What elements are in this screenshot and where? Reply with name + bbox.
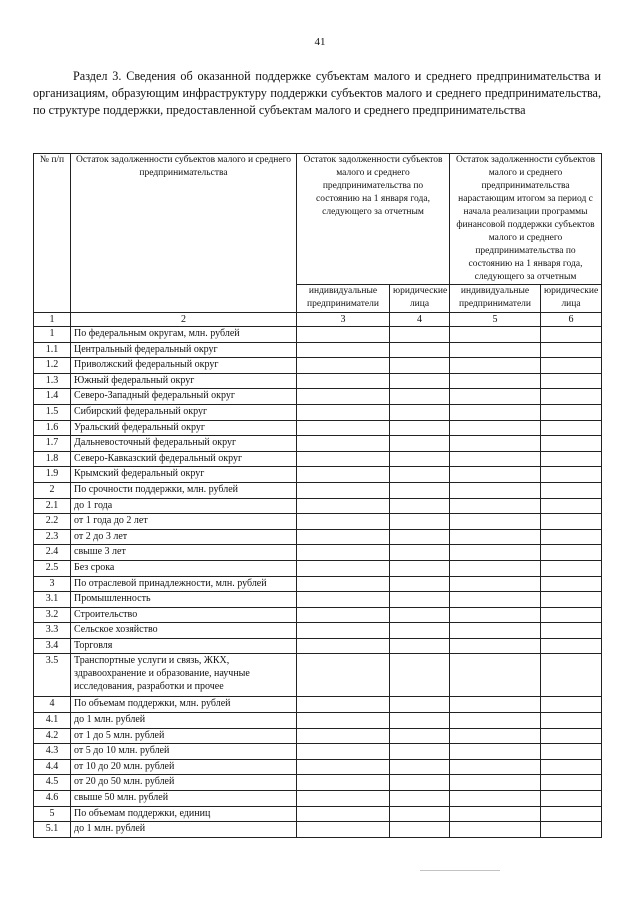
value-cell[interactable] <box>541 404 602 420</box>
value-cell[interactable] <box>541 514 602 530</box>
value-cell[interactable] <box>541 342 602 358</box>
header-legal-entities-2: юридические лица <box>541 285 602 313</box>
value-cell[interactable] <box>390 775 450 791</box>
value-cell[interactable] <box>297 759 390 775</box>
table-row <box>34 467 602 483</box>
value-cell[interactable] <box>450 404 541 420</box>
header-num: № п/п <box>34 154 71 313</box>
table-row <box>34 697 602 713</box>
value-cell[interactable] <box>450 327 541 343</box>
table-row <box>34 607 602 623</box>
value-cell[interactable] <box>390 498 450 514</box>
row-label: Транспортные услуги и связь, ЖКХ, здравоохранение и образование, научные исследования, разработки и прочее <box>71 654 297 697</box>
value-cell[interactable] <box>390 436 450 452</box>
header-individual-entrepreneurs-2: индивидуальные предприниматели <box>450 285 541 313</box>
row-label: от 1 до 5 млн. рублей <box>71 728 297 744</box>
column-number-cell: 2 <box>71 313 297 327</box>
value-cell[interactable] <box>297 436 390 452</box>
value-cell[interactable] <box>541 623 602 639</box>
row-number: 3.3 <box>34 623 71 639</box>
value-cell[interactable] <box>390 791 450 807</box>
value-cell[interactable] <box>297 623 390 639</box>
value-cell[interactable] <box>297 327 390 343</box>
value-cell[interactable] <box>390 744 450 760</box>
table-row <box>34 592 602 608</box>
row-label: Без срока <box>71 560 297 576</box>
row-label: Приволжский федеральный округ <box>71 358 297 374</box>
value-cell[interactable] <box>390 638 450 654</box>
row-number: 1.2 <box>34 358 71 374</box>
value-cell[interactable] <box>390 404 450 420</box>
value-cell[interactable] <box>297 467 390 483</box>
value-cell[interactable] <box>450 759 541 775</box>
row-label: Южный федеральный округ <box>71 373 297 389</box>
value-cell[interactable] <box>541 451 602 467</box>
value-cell[interactable] <box>390 607 450 623</box>
row-label: Строительство <box>71 607 297 623</box>
row-number: 4.4 <box>34 759 71 775</box>
value-cell[interactable] <box>450 389 541 405</box>
value-cell[interactable] <box>541 467 602 483</box>
value-cell[interactable] <box>450 822 541 838</box>
table-row <box>34 759 602 775</box>
value-cell[interactable] <box>390 728 450 744</box>
page-number: 41 <box>314 36 326 48</box>
value-cell[interactable] <box>450 728 541 744</box>
row-label: По федеральным округам, млн. рублей <box>71 327 297 343</box>
value-cell[interactable] <box>297 791 390 807</box>
row-number: 4 <box>34 697 71 713</box>
value-cell[interactable] <box>297 342 390 358</box>
header-group-cumulative: Остаток задолженности субъектов малого и среднего предпринимательства нарастающим итогом за период с начала реализации программы финансовой поддержки субъектов малого и среднего предпринимательства по состоянию на 1 января года, следующего за отчетным <box>450 154 602 285</box>
value-cell[interactable] <box>450 592 541 608</box>
value-cell[interactable] <box>450 638 541 654</box>
value-cell[interactable] <box>541 498 602 514</box>
table-row <box>34 342 602 358</box>
row-number: 3.4 <box>34 638 71 654</box>
value-cell[interactable] <box>297 728 390 744</box>
value-cell[interactable] <box>450 775 541 791</box>
value-cell[interactable] <box>541 436 602 452</box>
value-cell[interactable] <box>297 697 390 713</box>
table-row <box>34 482 602 498</box>
value-cell[interactable] <box>297 806 390 822</box>
row-number: 1.9 <box>34 467 71 483</box>
value-cell[interactable] <box>450 560 541 576</box>
table-row <box>34 373 602 389</box>
column-number-cell: 6 <box>541 313 602 327</box>
value-cell[interactable] <box>390 759 450 775</box>
header-legal-entities-1: юридические лица <box>390 285 450 313</box>
table-row <box>34 791 602 807</box>
value-cell[interactable] <box>390 358 450 374</box>
value-cell[interactable] <box>390 576 450 592</box>
value-cell[interactable] <box>541 728 602 744</box>
value-cell[interactable] <box>541 822 602 838</box>
value-cell[interactable] <box>541 713 602 729</box>
value-cell[interactable] <box>390 529 450 545</box>
table-row <box>34 713 602 729</box>
table-row <box>34 404 602 420</box>
row-label: Крымский федеральный округ <box>71 467 297 483</box>
table-row <box>34 654 602 697</box>
row-number: 1.3 <box>34 373 71 389</box>
row-number: 3.5 <box>34 654 71 697</box>
value-cell[interactable] <box>450 654 541 697</box>
value-cell[interactable] <box>450 467 541 483</box>
value-cell[interactable] <box>297 576 390 592</box>
value-cell[interactable] <box>390 806 450 822</box>
row-label: Дальневосточный федеральный округ <box>71 436 297 452</box>
row-number: 4.3 <box>34 744 71 760</box>
value-cell[interactable] <box>390 420 450 436</box>
value-cell[interactable] <box>390 342 450 358</box>
row-number: 4.6 <box>34 791 71 807</box>
row-label: от 10 до 20 млн. рублей <box>71 759 297 775</box>
column-number-cell: 4 <box>390 313 450 327</box>
column-number-cell: 1 <box>34 313 71 327</box>
table-row <box>34 728 602 744</box>
value-cell[interactable] <box>297 389 390 405</box>
column-number-cell: 3 <box>297 313 390 327</box>
row-label: По объемам поддержки, млн. рублей <box>71 697 297 713</box>
value-cell[interactable] <box>450 623 541 639</box>
value-cell[interactable] <box>297 822 390 838</box>
row-number: 2.5 <box>34 560 71 576</box>
value-cell[interactable] <box>450 806 541 822</box>
table-row <box>34 529 602 545</box>
value-cell[interactable] <box>297 373 390 389</box>
value-cell[interactable] <box>450 744 541 760</box>
table-row <box>34 623 602 639</box>
value-cell[interactable] <box>390 713 450 729</box>
row-number: 2.1 <box>34 498 71 514</box>
column-number-cell: 5 <box>450 313 541 327</box>
value-cell[interactable] <box>541 482 602 498</box>
table-row <box>34 560 602 576</box>
section-heading: Раздел 3. Сведения об оказанной поддержке субъектам малого и среднего предпринимательства и организациям, образующим инфраструктуру поддержки субъектов малого и среднего предпринимательства, по структуре поддержки, предоставленной субъектам малого и среднего предпринимательства <box>33 69 601 117</box>
value-cell[interactable] <box>450 713 541 729</box>
row-number: 1.6 <box>34 420 71 436</box>
value-cell[interactable] <box>450 514 541 530</box>
value-cell[interactable] <box>297 498 390 514</box>
value-cell[interactable] <box>450 436 541 452</box>
value-cell[interactable] <box>450 791 541 807</box>
table-row <box>34 576 602 592</box>
value-cell[interactable] <box>390 327 450 343</box>
value-cell[interactable] <box>450 607 541 623</box>
table-row <box>34 638 602 654</box>
value-cell[interactable] <box>390 623 450 639</box>
table-row <box>34 451 602 467</box>
table-row <box>34 389 602 405</box>
row-label: от 1 года до 2 лет <box>71 514 297 530</box>
value-cell[interactable] <box>297 744 390 760</box>
row-number: 2.4 <box>34 545 71 561</box>
row-number: 2.2 <box>34 514 71 530</box>
value-cell[interactable] <box>541 560 602 576</box>
value-cell[interactable] <box>541 529 602 545</box>
row-number: 1.4 <box>34 389 71 405</box>
value-cell[interactable] <box>390 560 450 576</box>
value-cell[interactable] <box>297 560 390 576</box>
value-cell[interactable] <box>390 697 450 713</box>
table-row <box>34 498 602 514</box>
value-cell[interactable] <box>541 744 602 760</box>
value-cell[interactable] <box>297 358 390 374</box>
value-cell[interactable] <box>541 654 602 697</box>
row-label: до 1 млн. рублей <box>71 822 297 838</box>
value-cell[interactable] <box>390 514 450 530</box>
row-number: 3.1 <box>34 592 71 608</box>
value-cell[interactable] <box>450 482 541 498</box>
table-row <box>34 514 602 530</box>
value-cell[interactable] <box>541 576 602 592</box>
row-label: от 20 до 50 млн. рублей <box>71 775 297 791</box>
value-cell[interactable] <box>297 592 390 608</box>
value-cell[interactable] <box>390 389 450 405</box>
row-label: до 1 млн. рублей <box>71 713 297 729</box>
value-cell[interactable] <box>297 638 390 654</box>
header-individual-entrepreneurs-1: индивидуальные предприниматели <box>297 285 390 313</box>
value-cell[interactable] <box>450 529 541 545</box>
row-number: 1.8 <box>34 451 71 467</box>
row-label: Уральский федеральный округ <box>71 420 297 436</box>
row-number: 5.1 <box>34 822 71 838</box>
value-cell[interactable] <box>390 545 450 561</box>
value-cell[interactable] <box>541 389 602 405</box>
value-cell[interactable] <box>450 358 541 374</box>
table-row <box>34 806 602 822</box>
value-cell[interactable] <box>297 654 390 697</box>
table-row <box>34 358 602 374</box>
row-label: Северо-Западный федеральный округ <box>71 389 297 405</box>
row-label: По отраслевой принадлежности, млн. рублей <box>71 576 297 592</box>
row-label: Сельское хозяйство <box>71 623 297 639</box>
row-label: свыше 50 млн. рублей <box>71 791 297 807</box>
value-cell[interactable] <box>541 327 602 343</box>
value-cell[interactable] <box>297 482 390 498</box>
value-cell[interactable] <box>450 373 541 389</box>
row-label: Центральный федеральный округ <box>71 342 297 358</box>
value-cell[interactable] <box>390 822 450 838</box>
table-row <box>34 822 602 838</box>
value-cell[interactable] <box>390 654 450 697</box>
row-number: 3 <box>34 576 71 592</box>
value-cell[interactable] <box>541 806 602 822</box>
value-cell[interactable] <box>541 775 602 791</box>
value-cell[interactable] <box>390 467 450 483</box>
column-numbers-row <box>34 313 602 327</box>
row-number: 4.5 <box>34 775 71 791</box>
value-cell[interactable] <box>297 545 390 561</box>
value-cell[interactable] <box>450 420 541 436</box>
row-number: 1 <box>34 327 71 343</box>
row-label: Сибирский федеральный округ <box>71 404 297 420</box>
table-row <box>34 327 602 343</box>
value-cell[interactable] <box>297 420 390 436</box>
row-label: свыше 3 лет <box>71 545 297 561</box>
value-cell[interactable] <box>541 759 602 775</box>
table-row <box>34 545 602 561</box>
value-cell[interactable] <box>297 404 390 420</box>
value-cell[interactable] <box>450 545 541 561</box>
support-structure-table <box>33 153 602 838</box>
row-number: 3.2 <box>34 607 71 623</box>
value-cell[interactable] <box>390 592 450 608</box>
value-cell[interactable] <box>450 451 541 467</box>
value-cell[interactable] <box>450 697 541 713</box>
row-label: Промышленность <box>71 592 297 608</box>
row-label: Северо-Кавказский федеральный округ <box>71 451 297 467</box>
value-cell[interactable] <box>450 498 541 514</box>
value-cell[interactable] <box>541 638 602 654</box>
row-number: 1.5 <box>34 404 71 420</box>
value-cell[interactable] <box>541 545 602 561</box>
value-cell[interactable] <box>297 451 390 467</box>
value-cell[interactable] <box>541 697 602 713</box>
row-number: 4.1 <box>34 713 71 729</box>
value-cell[interactable] <box>297 713 390 729</box>
value-cell[interactable] <box>297 514 390 530</box>
row-number: 2.3 <box>34 529 71 545</box>
value-cell[interactable] <box>297 529 390 545</box>
row-number: 5 <box>34 806 71 822</box>
value-cell[interactable] <box>541 373 602 389</box>
row-label: Торговля <box>71 638 297 654</box>
row-label: от 5 до 10 млн. рублей <box>71 744 297 760</box>
value-cell[interactable] <box>541 791 602 807</box>
value-cell[interactable] <box>541 420 602 436</box>
row-label: По срочности поддержки, млн. рублей <box>71 482 297 498</box>
row-label: до 1 года <box>71 498 297 514</box>
table-row <box>34 436 602 452</box>
value-cell[interactable] <box>390 373 450 389</box>
value-cell[interactable] <box>541 607 602 623</box>
value-cell[interactable] <box>390 451 450 467</box>
table-row <box>34 420 602 436</box>
header-indicator: Остаток задолженности субъектов малого и среднего предпринимательства <box>71 154 297 313</box>
value-cell[interactable] <box>450 576 541 592</box>
table-row <box>34 744 602 760</box>
value-cell[interactable] <box>541 592 602 608</box>
row-number: 1.7 <box>34 436 71 452</box>
header-group-current: Остаток задолженности субъектов малого и среднего предпринимательства по состоянию на 1 января года, следующего за отчетным <box>297 154 450 285</box>
row-label: от 2 до 3 лет <box>71 529 297 545</box>
table-row <box>34 775 602 791</box>
value-cell[interactable] <box>297 607 390 623</box>
row-number: 2 <box>34 482 71 498</box>
row-number: 4.2 <box>34 728 71 744</box>
row-label: По объемам поддержки, единиц <box>71 806 297 822</box>
value-cell[interactable] <box>297 775 390 791</box>
value-cell[interactable] <box>390 482 450 498</box>
value-cell[interactable] <box>541 358 602 374</box>
row-number: 1.1 <box>34 342 71 358</box>
value-cell[interactable] <box>450 342 541 358</box>
scan-mark <box>420 870 500 871</box>
